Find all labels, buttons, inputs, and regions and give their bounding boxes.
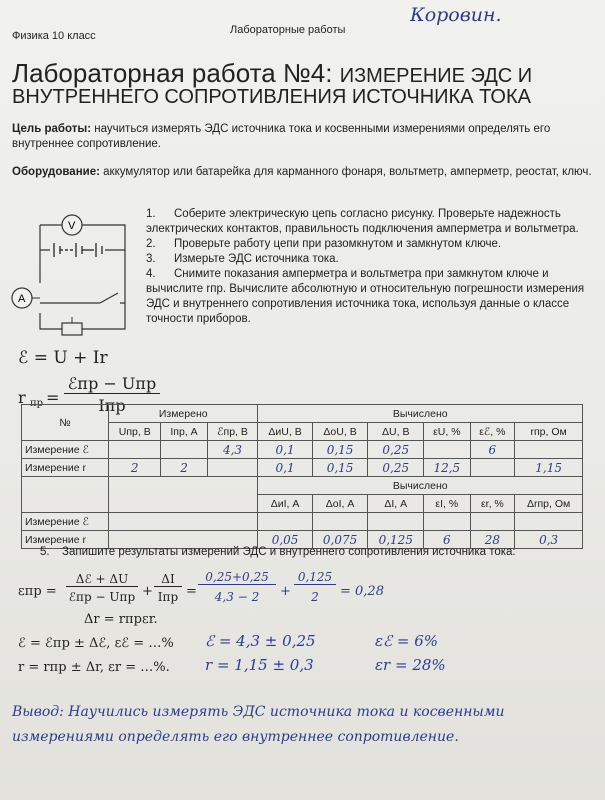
table-row: Измерение ℰ [22, 513, 583, 531]
goal [12, 122, 592, 152]
error-formula: εпр = Δℰ + ΔU ℰпр − Uпр + ΔI Iпр = 0,25+0,25 4,3 − 2 + 0,125 2 = 0,28 [18, 570, 384, 604]
step-5: 5. Запишите результаты измерений ЭДС и внутреннего сопротивления источника тока: [40, 546, 516, 558]
equipment-text: аккумулятор или батарейка для карманного фонаря, вольтметр, амперметр, реостат, ключ. [103, 166, 592, 178]
equipment-label: Оборудование: [12, 166, 100, 178]
step-4: 4. Снимите показания амперметра и вольтметра при замкнутом ключе и вычислите rпр. Вычислите абсолютную и относительную погрешности измерения ЭДС и внутреннего сопротивления источника тока, используя данные о классе точности приборов. [146, 268, 585, 325]
table-row: Измерение r 0,05 0,075 0,125 6 28 0,3 [22, 531, 583, 549]
step-3: 3. Измерьте ЭДС источника тока. [146, 253, 339, 265]
r-relative-error: εr = 28% [375, 656, 446, 674]
ammeter-label: A [18, 293, 26, 305]
r-result: r = 1,15 ± 0,3 [205, 656, 314, 674]
title-part1: Лабораторная работа №4: [12, 58, 333, 88]
table-row: Измерение r 2 2 0,1 0,15 0,25 12,5 1,15 [22, 459, 583, 477]
results-table [21, 404, 583, 549]
subject-label: Физика 10 класс [12, 30, 96, 42]
voltmeter-label: V [68, 220, 76, 232]
title-part2: ИЗМЕРЕНИЕ ЭДС И [339, 65, 533, 87]
worksheet: Физика 10 класс Лабораторные работы Коровин. Лабораторная работа №4: ИЗМЕРЕНИЕ ЭДС И ВНУТРЕННЕГО СОПРОТИВЛЕНИЯ ИСТОЧНИКА ТОКА Цель работы: научиться измерять ЭДС источника тока и косвенными измерениями определять его внутреннее сопротивление. Оборудование: аккумулятор или батарейка для карманного фонаря, вольтметр, амперметр, реостат, ключ. V A 1. Соберите электрическую цепь согласно рисунку. Проверьте надежность электрических контактов, правильность подключения амперметра и вольтметра. 2. Проверьте работу цепи при разомкнутом и замкнутом ключе. 3. Измерьте ЭДС источника тока. 4. Снимите показания амперметра и вольтметра при замкнутом ключе и вычислите rпр. Вычислите абсолютную и относительную погрешности измерения ЭДС и внутреннего сопротивления источника тока, используя данные о классе точности приборов. ℰ = U + Ir r пр = ℰпр − Uпр Iпр № Измерено Вычислено Uпр, В Iпр, А ℰпр, В ΔиU, В ΔоU, В ΔU, В εU, % εℰ, % rпр, Ом Измерение ℰ 4,3 0,1 0,15 0,25 6 Измерение r 2 2 0,1 0,15 0,25 12,5 1,15 Вычислено ΔиI, А ΔоI, А ΔI, А εI, % εr, % Δrпр, Ом Измерение ℰ Измерение r 0,05 0,075 0,125 6 28 0,3 5. Запишите результаты измерений ЭДС и внутреннего сопротивления источника тока: εпр = Δℰ + ΔU ℰпр − Uпр + ΔI Iпр = 0,25+0,25 4,3 − 2 + 0,125 2 = 0,28 Δr = rпрεr. ℰ = ℰпр ± Δℰ, εℰ = …% ℰ = 4,3 ± 0,25 εℰ = 6% r = rпр ± Δr, εr = …%. r = 1,15 ± 0,3 εr = 28% Вывод: Научились измерять ЭДС источника тока и косвенными измерениями определять его внутреннее сопротивление. [0, 0, 605, 800]
emf-relative-error: εℰ = 6% [375, 632, 439, 650]
dr-formula: Δr = rпрεr. [84, 612, 158, 627]
table-subheader-row: Uпр, В Iпр, А ℰпр, В ΔиU, В ΔоU, В ΔU, В εU, % εℰ, % rпр, Ом [22, 423, 583, 441]
emf-result-template: ℰ = ℰпр ± Δℰ, εℰ = …% [18, 636, 174, 651]
r-result-template: r = rпр ± Δr, εr = …%. [18, 660, 170, 675]
table-subheader-row: ΔиI, А ΔоI, А ΔI, А εI, % εr, % Δrпр, Ом [22, 495, 583, 513]
emf-result: ℰ = 4,3 ± 0,25 [205, 632, 316, 650]
step-2: 2. Проверьте работу цепи при разомкнутом и замкнутом ключе. [146, 238, 502, 250]
table-subheader-row: Вычислено [22, 477, 583, 495]
rheostat-icon [62, 323, 82, 335]
page-title-line2: ВНУТРЕННЕГО СОПРОТИВЛЕНИЯ ИСТОЧНИКА ТОКА [12, 86, 531, 108]
section-label: Лабораторные работы [230, 24, 346, 36]
page-title [12, 58, 532, 89]
conclusion: Вывод: Научились измерять ЭДС источника тока и косвенными измерениями определять его внутреннее сопротивление. [12, 704, 505, 745]
steps-list [146, 207, 586, 327]
equipment [12, 165, 592, 180]
table-header-row: № Измерено Вычислено [22, 405, 583, 423]
step-1: 1. Соберите электрическую цепь согласно рисунку. Проверьте надежность электрических контактов, правильность подключения амперметра и вольтметра. [146, 208, 579, 235]
student-name: Коровин. [410, 4, 502, 26]
goal-text: научиться измерять ЭДС источника тока и косвенными измерениями определять его внутреннее сопротивление. [12, 123, 551, 150]
goal-label: Цель работы: [12, 123, 92, 135]
table-row: Измерение ℰ 4,3 0,1 0,15 0,25 6 [22, 441, 583, 459]
circuit-diagram [10, 205, 140, 345]
formula-emf: ℰ = U + Ir [18, 348, 108, 368]
